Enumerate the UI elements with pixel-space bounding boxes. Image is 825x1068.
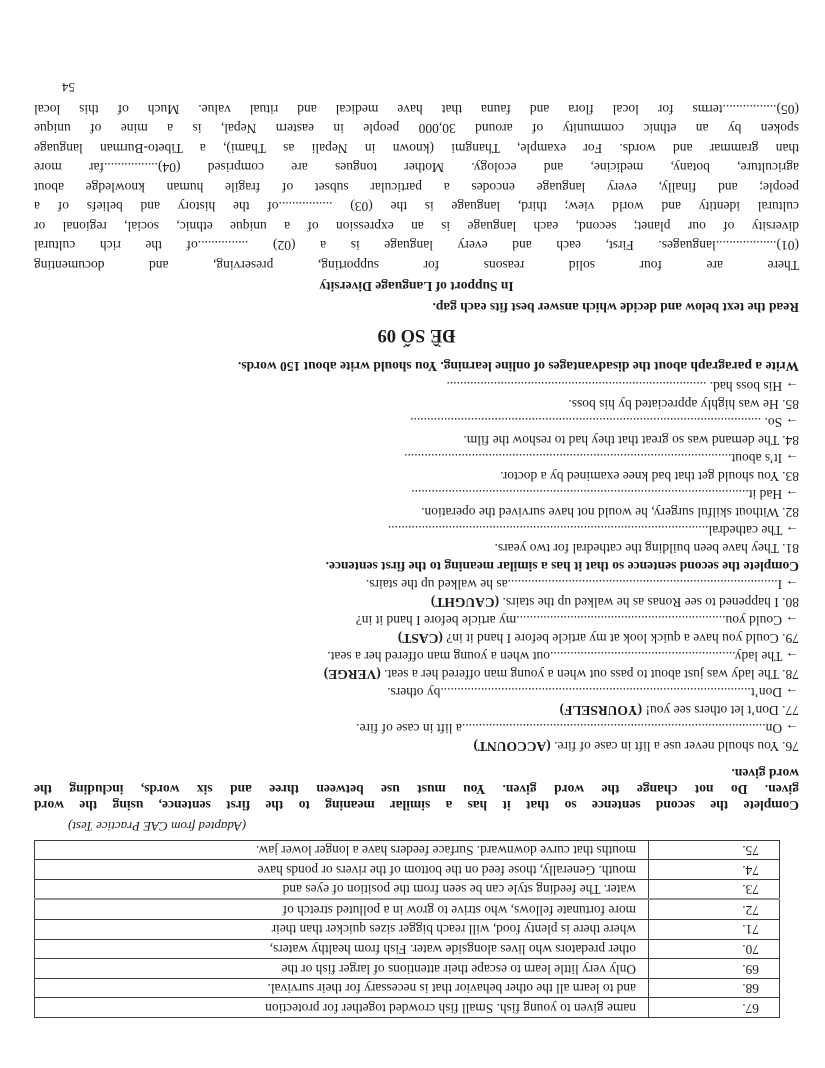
- table-row: [35, 920, 780, 940]
- answer-line: → I................................................................................as he walked up the stairs.: [365, 576, 799, 592]
- item-number: 85.: [782, 396, 799, 412]
- passage-line: agriculture, botany, medicine, and ecology. Mother tongues are comprised (04)................far more: [34, 160, 799, 176]
- table-row: [35, 978, 780, 998]
- passage-line: than grammar and words. For example, Thangmi (known in Nepali as Thami), a Tibeto-Burman language: [34, 140, 799, 156]
- item-number: 77.: [782, 702, 799, 718]
- instruction-line: word given.: [731, 765, 799, 781]
- item-text: Without skilful surgery, he would not have survived the operation.: [421, 504, 779, 520]
- table-row: [35, 840, 780, 860]
- exercise-item: [34, 629, 799, 647]
- answer-line: → Had it....................................................................................................: [411, 486, 799, 502]
- exercise-item: [34, 467, 799, 485]
- exercise-item: [34, 503, 799, 521]
- item-text: The lady was just about to pass out when a young man offered her a seat.: [384, 666, 779, 682]
- document-content: [0, 79, 825, 1068]
- reading-instruction: Read the text below and decide which answer best fits each gap.: [432, 299, 799, 315]
- item-text: Don’t let others see you!: [645, 702, 779, 718]
- item-number: 80.: [782, 594, 799, 610]
- table-row: [35, 879, 780, 899]
- item-text: The demand was so great that they had to reshow the film.: [463, 432, 779, 448]
- item-text: I happened to see Ronas as he walked up the stairs.: [502, 594, 779, 610]
- item-keyword: (CAUGHT): [430, 594, 500, 610]
- item-text: Could you have a quick look at my article before I hand it in?: [446, 630, 779, 646]
- passage-line: (01)..................languages. First, each and every language is a (02) ...............of the rich cultural: [34, 238, 799, 254]
- row-number: 71.: [649, 920, 780, 940]
- row-number: 68.: [649, 978, 780, 998]
- exercise-item: [34, 431, 799, 449]
- row-number: 74.: [649, 860, 780, 880]
- rewrite-plain-instruction: Complete the second sentence so that it has a similar meaning to the first sentence.: [325, 558, 799, 574]
- exercise-item: [34, 701, 799, 719]
- item-text: He was highly appreciated by his boss.: [568, 396, 779, 412]
- exercise-item: [34, 593, 799, 611]
- row-text: where there is plenty food, will reach bigger sizes quicker than their: [35, 920, 649, 940]
- answer-line: → On..........................................................................................a lift in case of fire.: [356, 720, 799, 736]
- item-number: 79.: [782, 630, 799, 646]
- answer-line: → It’s about.................................................................................................: [404, 450, 799, 466]
- item-text: You should get that bad knee examined by a doctor.: [500, 468, 780, 484]
- table-row: [35, 860, 780, 880]
- instruction-line: given. Do not change the word given. You must use between three and six words, including the: [34, 781, 799, 797]
- table-row: [35, 899, 780, 919]
- answer-line: → Could you..............................................................my article before I hand it in?: [355, 612, 799, 628]
- item-number: 84.: [782, 432, 799, 448]
- item-keyword: (YOURSELF): [559, 702, 643, 718]
- table-row: [35, 998, 780, 1018]
- answer-line: → His boss had. .............................................................................: [446, 378, 799, 394]
- row-number: 69.: [649, 959, 780, 979]
- row-number: 70.: [649, 939, 780, 959]
- exercise-item: [34, 737, 799, 755]
- row-number: 67.: [649, 998, 780, 1018]
- row-text: more fortunate fellows, who strive to grow in a polluted stretch of: [35, 899, 649, 919]
- item-number: 78.: [782, 666, 799, 682]
- row-number: 72.: [649, 899, 780, 919]
- row-text: Only very little learn to escape their attentions of larger fish or the: [35, 959, 649, 979]
- table-row: [35, 959, 780, 979]
- item-number: 76.: [782, 738, 799, 754]
- row-number: 75.: [649, 840, 780, 860]
- item-number: 83.: [782, 468, 799, 484]
- passage-title: In Support of Language Diversity: [319, 278, 514, 294]
- passage-line: people; and finally, every language encodes a particular subset of fragile human knowledge about: [34, 179, 799, 195]
- reading-passage: [34, 99, 799, 275]
- exercise-items: [34, 357, 799, 755]
- row-number: 73.: [649, 879, 780, 899]
- item-text: They have been building the cathedral for two years.: [494, 540, 779, 556]
- item-keyword: (VERGE): [323, 666, 381, 682]
- item-text: You should never use a lift in case of fire.: [554, 738, 780, 754]
- exercise-item: [34, 665, 799, 683]
- writing-task-instruction: Write a paragraph about the disadvantages of online learning. You should write about 150 words.: [237, 358, 799, 374]
- passage-line: spoken by an ethnic community of around 30,000 people in eastern Nepal, is a mine of unique: [34, 121, 799, 137]
- passage-line: diversity of our planet; second, each language is an expression of a unique ethnic, social, regional or: [34, 218, 799, 234]
- source-credit: (Adapted from CAE Practice Test): [68, 818, 247, 834]
- answer-line: → The lady.......................................................out when a young man offered her a seat.: [327, 648, 799, 664]
- passage-line: (05)................terms for local flora and fauna that have medical and ritual value. Much of this local: [34, 101, 799, 117]
- answer-line: → Don’t............................................................................................by others.: [387, 684, 799, 700]
- section-title: ĐỀ SỐ 09: [377, 324, 456, 345]
- exercise-item: [34, 539, 799, 557]
- item-keyword: (ACCOUNT): [473, 738, 551, 754]
- table-row: [35, 939, 780, 959]
- row-text: mouth. Generally, those feed on the bottom of the rivers or ponds have: [35, 860, 649, 880]
- row-text: name given to young fish. Small fish crowded together for protection: [35, 998, 649, 1018]
- row-text: other predators who lives alongside water. Fish from healthy waters,: [35, 939, 649, 959]
- rewrite-instruction: [34, 765, 799, 813]
- row-text: and to learn all the other behavior that is necessary for their survival.: [35, 978, 649, 998]
- answer-line: → So. ........................................................................................................: [410, 414, 799, 430]
- row-text: water. The feeding style can be seen from the position of eyes and: [35, 879, 649, 899]
- passage-line: cultural identity and world view; third, language is the (03) ................of the history and beliefs of a: [34, 199, 799, 215]
- item-keyword: (CAST): [397, 630, 443, 646]
- gap-fill-table: [34, 840, 780, 1018]
- item-number: 82.: [782, 504, 799, 520]
- instruction-line: Complete the second sentence so that it has a similar meaning to the first sentence, using the word: [34, 797, 799, 813]
- item-number: 81.: [782, 540, 799, 556]
- exercise-item: [34, 395, 799, 413]
- passage-line: There are four solid reasons for supporting, preserving, and documenting: [34, 257, 799, 273]
- page-number: 54: [62, 80, 75, 96]
- row-text: mouths that curve downward. Surface feeders have a longer lower jaw.: [35, 840, 649, 860]
- answer-line: → The cathedral...............................................................................................: [387, 522, 799, 538]
